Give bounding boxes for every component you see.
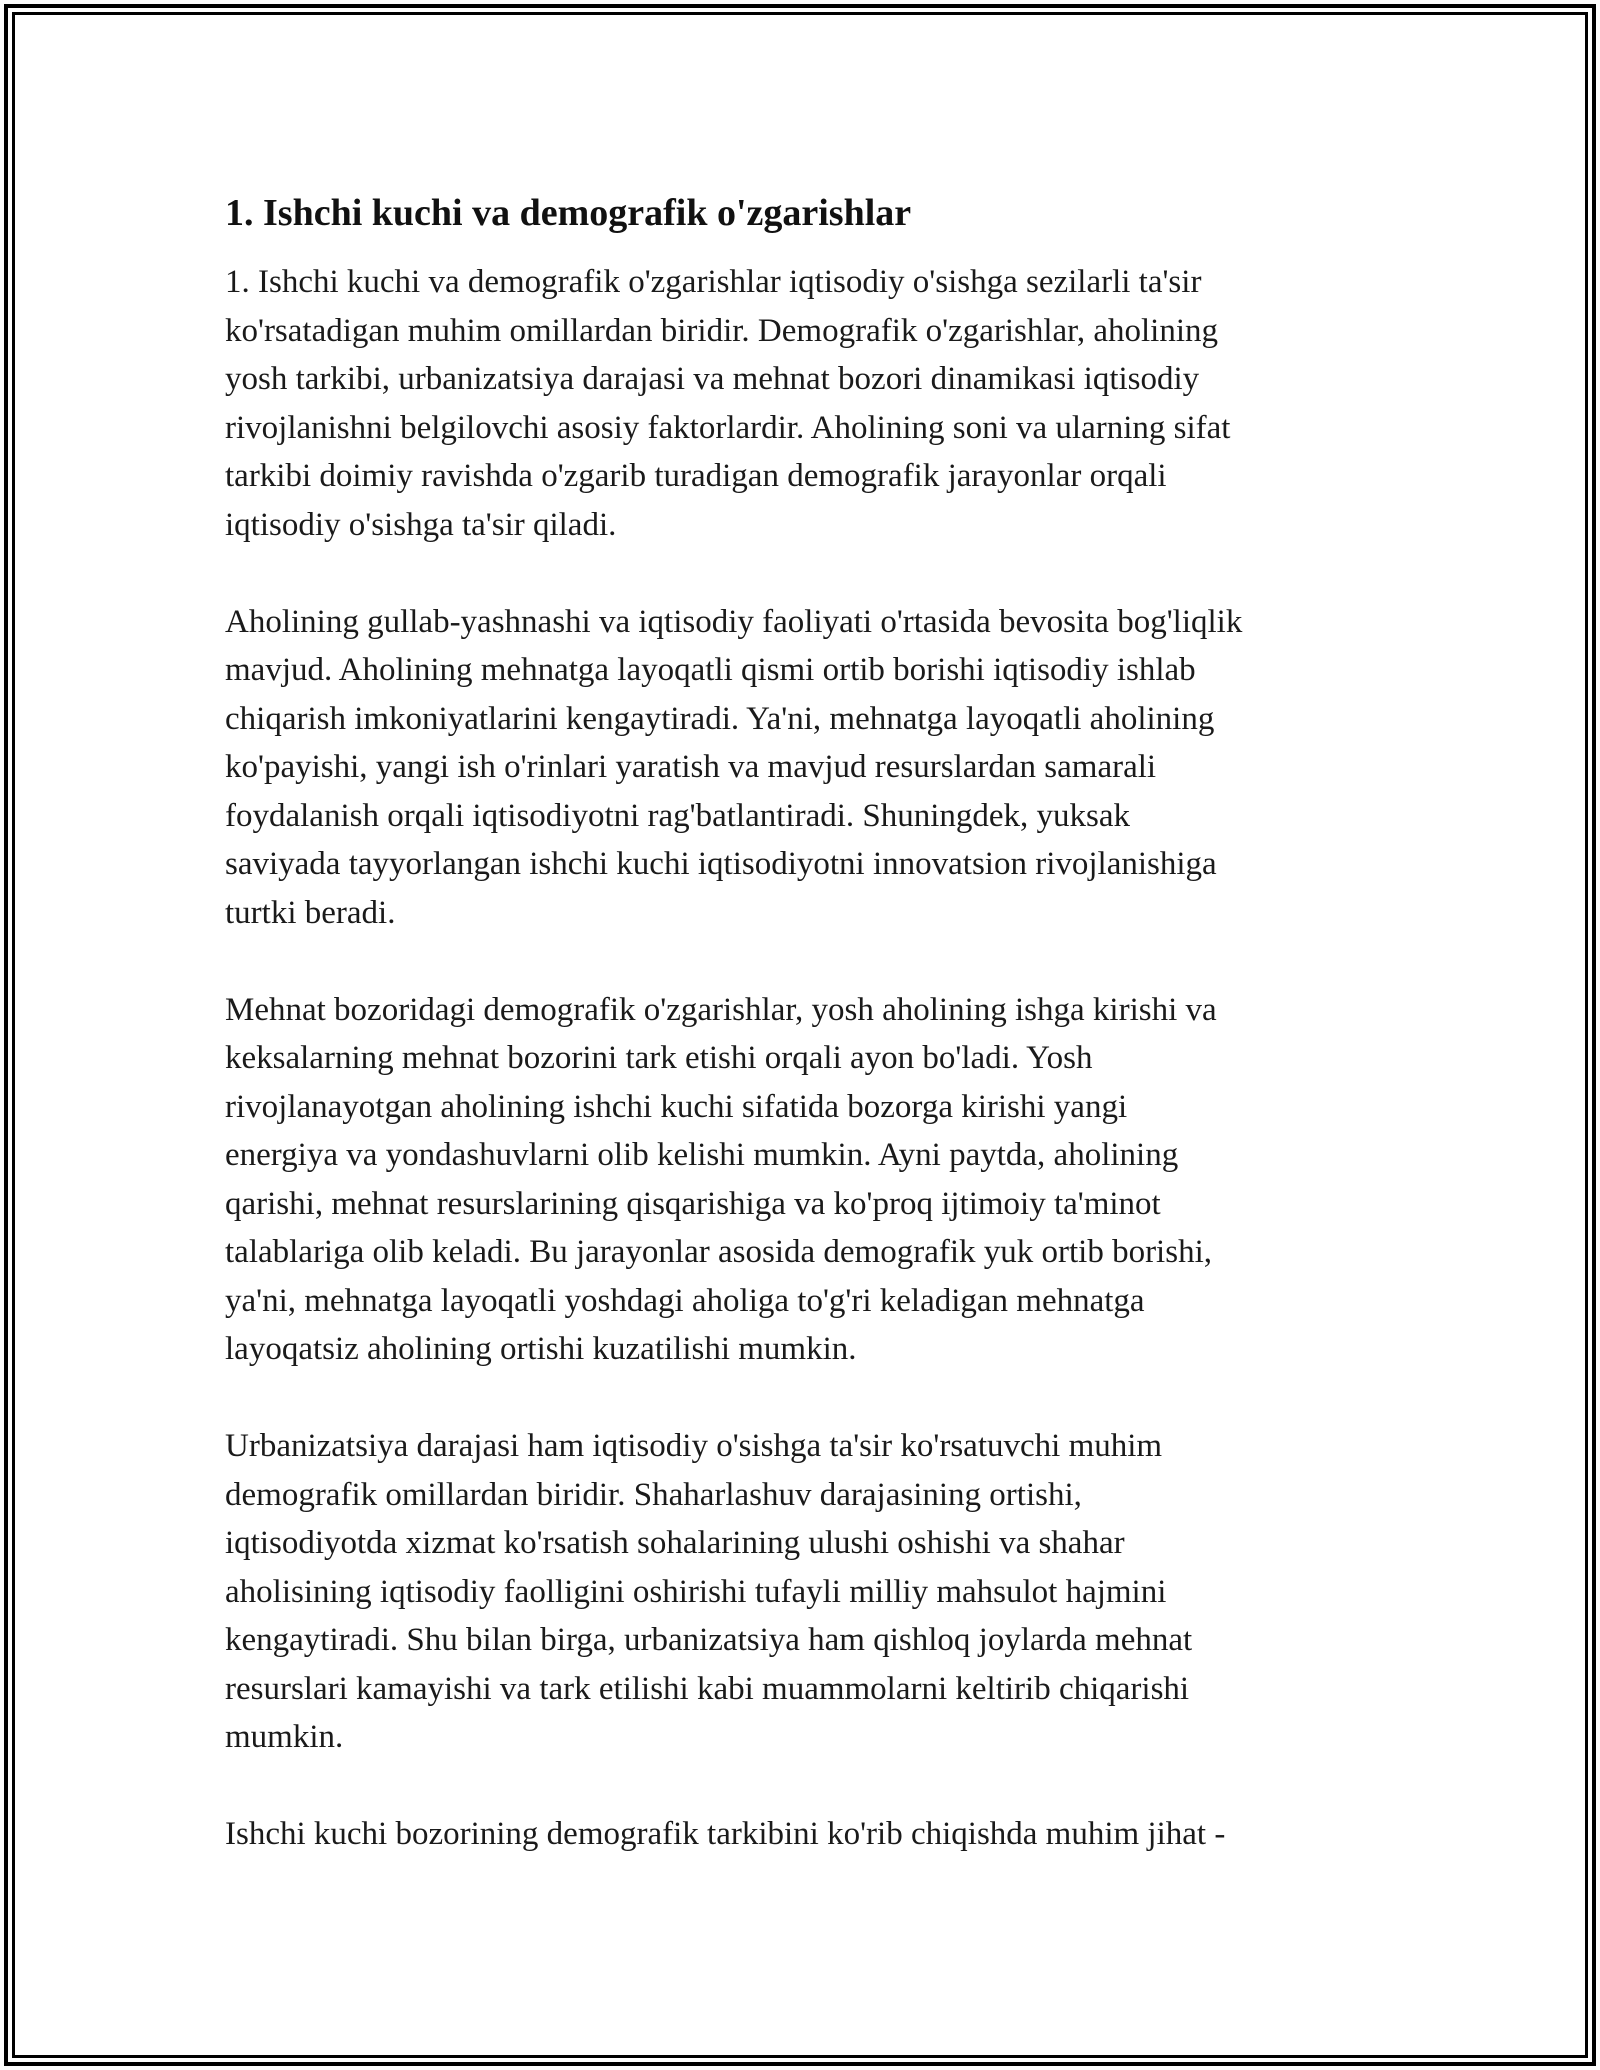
paragraph-4: Urbanizatsiya darajasi ham iqtisodiy o'sishga ta'sir ko'rsatuvchi muhim demografik omillardan biridir. Shaharlashuv darajasining ortishi, iqtisodiyotda xizmat ko'rsatish sohalarining ulushi oshishi va shahar aholisining iqtisodiy faolligini oshirishi tufayli milliy mahsulot hajmini kengaytiradi. Shu bilan birga, urbanizatsiya ham qishloq joylarda mehnat resurslari kamayishi va tark etilishi kabi muammolarni keltirib chiqarishi mumkin. [225,1428,1193,1755]
paragraph-3: Mehnat bozoridagi demografik o'zgarishlar, yosh aholining ishga kirishi va keksalarning mehnat bozorini tark etishi orqali ayon bo'ladi. Yosh rivojlanayotgan aholining ishchi kuchi sifatida bozorga kirishi yangi energiya va yondashuvlarni olib kelishi mumkin. Ayni paytda, aholining qarishi, mehnat resurslarining qisqarishiga va ko'proq ijtimoiy ta'minot talablariga olib keladi. Bu jarayonlar asosida demografik yuk ortib borishi, ya'ni, mehnatga layoqatli yoshdagi aholiga to'g'ri keladigan mehnatga layoqatsiz aholining ortishi kuzatilishi mumkin. [225,991,1217,1367]
paragraph-5: Ishchi kuchi bozorining demografik tarkibini ko'rib chiqishda muhim jihat - [225,1816,1226,1852]
paragraph-1: 1. Ishchi kuchi va demografik o'zgarishlar iqtisodiy o'sishga sezilarli ta'sir ko'rsatadigan muhim omillardan biridir. Demografik o'zgarishlar, aholining yosh tarkibi, urbanizatsiya darajasi va mehnat bozori dinamikasi iqtisodiy rivojlanishni belgilovchi asosiy faktorlardir. Aholining soni va ularning sifat tarkibi doimiy ravishda o'zgarib turadigan demografik jarayonlar orqali iqtisodiy o'sishga ta'sir qiladi. [225,264,1231,543]
paragraph-2: Aholining gullab-yashnashi va iqtisodiy faoliyati o'rtasida bevosita bog'liqlik mavjud. Aholining mehnatga layoqatli qismi ortib borishi iqtisodiy ishlab chiqarish imkoniyatlarini kengaytiradi. Ya'ni, mehnatga layoqatli aholining ko'payishi, yangi ish o'rinlari yaratish va mavjud resurslardan samarali foydalanish orqali iqtisodiyotni rag'batlantiradi. Shuningdek, yuksak saviyada tayyorlangan ishchi kuchi iqtisodiyotni innovatsion rivojlanishiga turtki beradi. [225,603,1243,931]
section-heading: 1. Ishchi kuchi va demografik o'zgarishlar [225,192,912,234]
document-body [225,186,1385,1907]
